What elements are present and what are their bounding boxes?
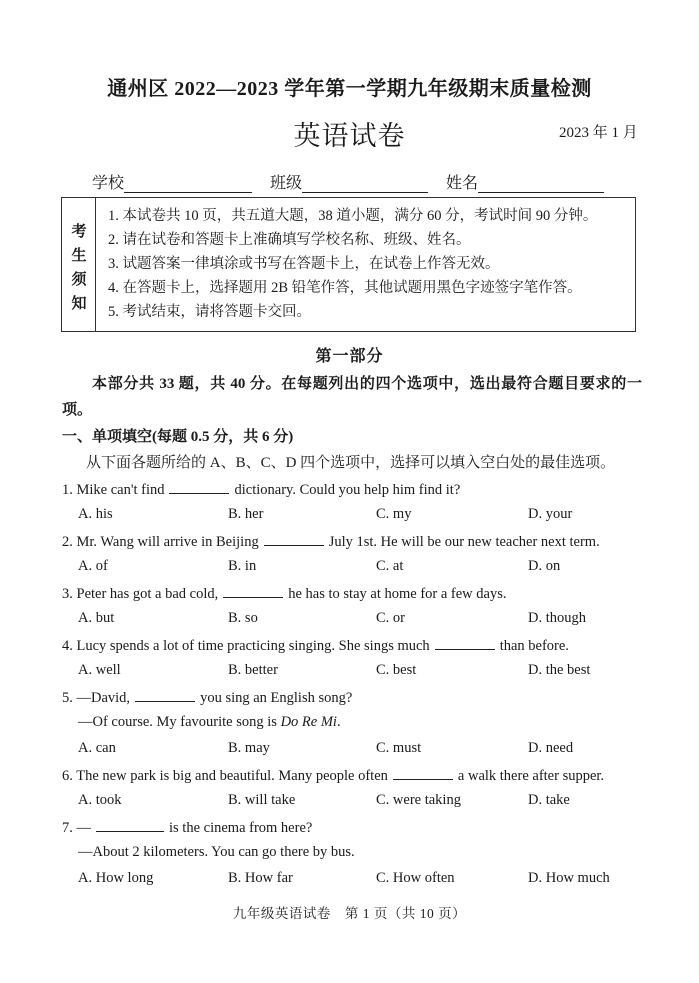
option-c[interactable]: C. at [376,558,404,574]
page-footer: 九年级英语试卷 第 1 页（共 10 页） [232,906,467,921]
exam-date: 2023 年 1 月 [559,125,638,141]
option-d[interactable]: D. though [528,610,586,626]
class-label: 班级 [270,175,303,192]
option-d[interactable]: D. the best [528,662,591,678]
school-blank[interactable] [124,175,252,193]
option-row [78,792,638,812]
option-c[interactable]: C. must [376,740,422,756]
notice-item: 1. 本试卷共 10 页，共五道大题，38 道小题，满分 60 分，考试时间 90 分钟。 [108,208,598,224]
option-a[interactable]: A. well [78,662,121,678]
name-field [446,170,604,193]
option-d[interactable]: D. need [528,740,574,756]
option-a[interactable]: A. took [78,792,122,808]
class-blank[interactable] [302,175,428,193]
stem-text: you sing an English song? [200,690,353,706]
reply-text: —Of course. My favourite song is [78,714,281,730]
question-reply [78,844,355,861]
question-stem [62,584,507,603]
notice-box [61,197,636,332]
question-stem [62,766,604,785]
answer-blank[interactable] [264,532,324,546]
option-c[interactable]: C. How often [376,870,455,886]
student-info-line [92,170,604,193]
question-stem [62,532,600,551]
stem-text: is the cinema from here? [169,820,313,836]
notice-item: 5. 考试结束，请将答题卡交回。 [108,304,311,320]
option-b[interactable]: B. may [228,740,270,756]
school-field [92,170,270,193]
answer-blank[interactable] [135,688,195,702]
option-b[interactable]: B. her [228,506,264,522]
option-d[interactable]: D. on [528,558,561,574]
option-c[interactable]: C. my [376,506,412,522]
notice-heading-char: 生 [71,248,87,264]
notice-item: 4. 在答题卡上，选择题用 2B 铅笔作答，其他试题用黑色字迹签字笔作答。 [108,280,582,296]
stem-text: a walk there after supper. [457,768,605,784]
section-title: 一、单项填空(每题 0.5 分，共 6 分) [62,429,294,445]
option-a[interactable]: A. How long [78,870,154,886]
answer-blank[interactable] [393,766,453,780]
name-blank[interactable] [478,175,604,193]
option-a[interactable]: A. his [78,506,113,522]
notice-heading-char: 考 [71,224,87,240]
question-stem [62,818,312,837]
option-b[interactable]: B. better [228,662,278,678]
song-title: Do Re Mi [280,714,337,730]
reply-text: —About 2 kilometers. You can go there by bus. [78,844,355,860]
question-stem [62,636,569,655]
option-a[interactable]: A. but [78,610,115,626]
option-row [78,506,638,526]
question-stem [62,688,352,707]
option-row [78,870,638,890]
notice-heading-char: 知 [71,296,87,312]
option-d[interactable]: D. How much [528,870,610,886]
option-b[interactable]: B. will take [228,792,296,808]
option-a[interactable]: A. can [78,740,116,756]
stem-text: 6. The new park is big and beautiful. Many people often [62,768,388,784]
stem-text: 4. Lucy spends a lot of time practicing singing. She sings much [62,638,430,654]
notice-heading-char: 须 [71,272,87,288]
option-row [78,662,638,682]
notice-item: 3. 试题答案一律填涂或书写在答题卡上，在试卷上作答无效。 [108,256,500,272]
option-b[interactable]: B. How far [228,870,293,886]
option-a[interactable]: A. of [78,558,108,574]
stem-text: he has to stay at home for a few days. [288,586,507,602]
option-b[interactable]: B. in [228,558,257,574]
answer-blank[interactable] [435,636,495,650]
stem-text: 5. —David, [62,690,131,706]
section-instruction: 从下面各题所给的 A、B、C、D 四个选项中，选择可以填入空白处的最佳选项。 [86,455,616,471]
answer-blank[interactable] [96,818,164,832]
stem-text: 3. Peter has got a bad cold, [62,586,219,602]
class-field [270,170,446,193]
option-b[interactable]: B. so [228,610,258,626]
reply-text: . [336,714,341,730]
exam-title: 通州区 2022—2023 学年第一学期九年级期末质量检测 [107,78,592,100]
question-stem [62,480,460,499]
question-reply [78,714,341,731]
answer-blank[interactable] [223,584,283,598]
stem-text: dictionary. Could you help him find it? [234,482,461,498]
stem-text: 1. Mike can't find [62,482,165,498]
answer-blank[interactable] [169,480,229,494]
option-d[interactable]: D. your [528,506,573,522]
part-title: 第一部分 [315,348,384,365]
name-label: 姓名 [446,175,479,192]
option-c[interactable]: C. best [376,662,417,678]
stem-text: 7. — [62,820,91,836]
notice-item: 2. 请在试卷和答题卡上准确填写学校名称、班级、姓名。 [108,232,471,248]
subject-title: 英语试卷 [293,121,406,151]
stem-text: than before. [499,638,569,654]
option-row [78,610,638,630]
notice-list [108,204,628,324]
stem-text: July 1st. He will be our new teacher next term. [328,534,600,550]
option-c[interactable]: C. were taking [376,792,461,808]
part-description: 本部分共 33 题，共 40 分。在每题列出的四个选项中，选出最符合题目要求的一项。 [62,376,642,418]
option-d[interactable]: D. take [528,792,570,808]
option-row [78,740,638,760]
option-c[interactable]: C. or [376,610,405,626]
option-row [78,558,638,578]
stem-text: 2. Mr. Wang will arrive in Beijing [62,534,259,550]
school-label: 学校 [92,175,125,192]
notice-heading [62,198,96,331]
